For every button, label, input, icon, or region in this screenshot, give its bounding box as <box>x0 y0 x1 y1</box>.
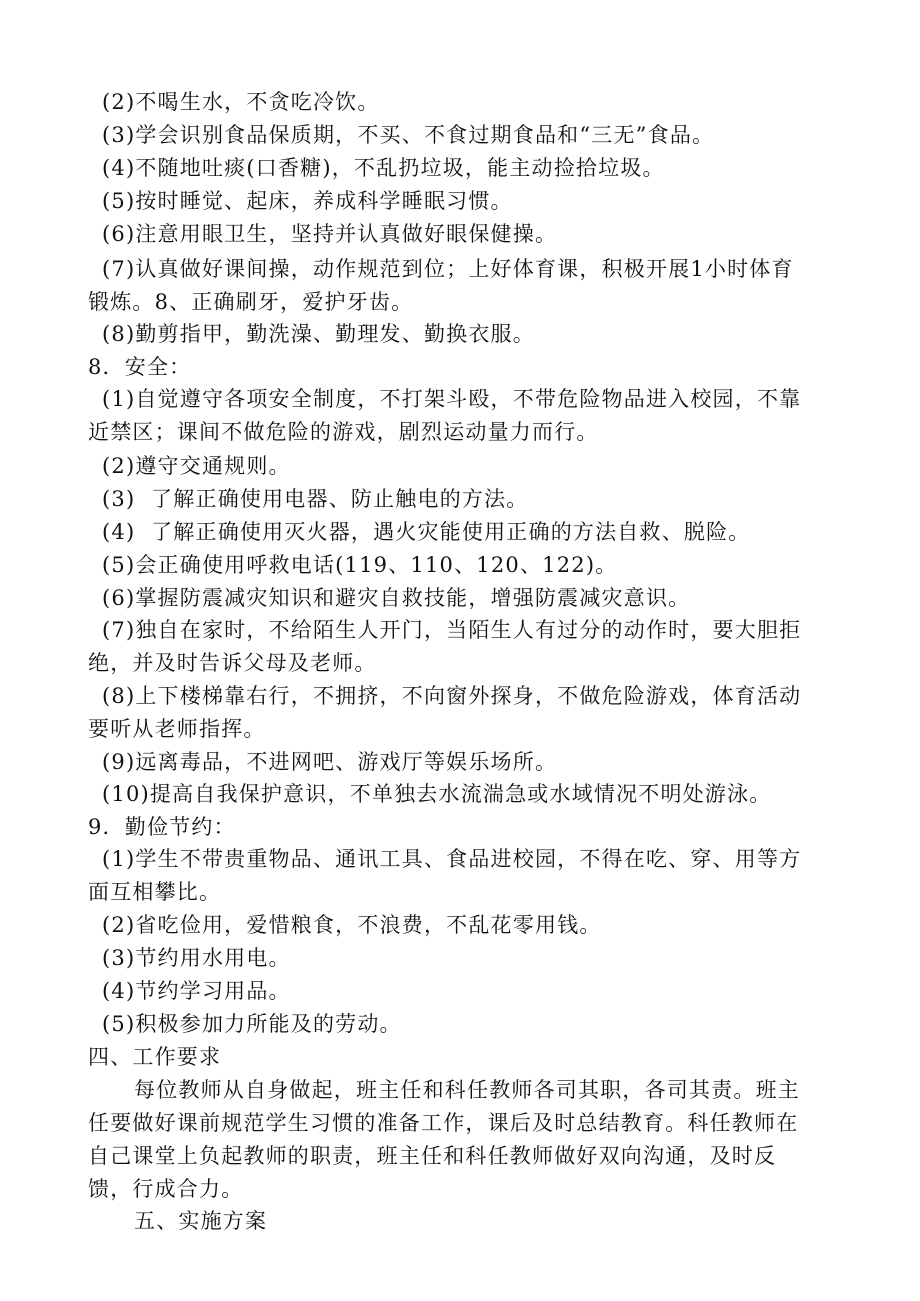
text-line: 绝，并及时告诉父母及老师。 <box>88 651 377 675</box>
text-line: (2)不喝生水，不贪吃冷饮。 <box>102 90 380 114</box>
text-line: (9)远离毒品，不进网吧、游戏厅等娱乐场所。 <box>102 750 558 774</box>
section-4-heading <box>88 1041 838 1074</box>
thrift-item-2 <box>102 909 837 942</box>
text-line: (7)独自在家时，不给陌生人开门，当陌生人有过分的动作时，要大胆拒 <box>102 618 802 642</box>
thrift-item-3 <box>102 942 837 975</box>
work-requirements-paragraph <box>88 1074 838 1206</box>
text-line: (7)认真做好课间操，动作规范到位；上好体育课，积极开展1小时体育 <box>102 257 794 281</box>
text-line: 馈，行成合力。 <box>88 1177 244 1201</box>
section-5-heading <box>88 1205 884 1238</box>
text-line: (5)积极参加力所能及的劳动。 <box>102 1012 402 1036</box>
text-line: (2)遵守交通规则。 <box>102 454 291 478</box>
text-line: (4) 了解正确使用灭火器，遇火灾能使用正确的方法自救、脱险。 <box>102 520 751 544</box>
section-9-heading <box>88 811 838 844</box>
text-line: 五、实施方案 <box>134 1209 268 1233</box>
text-line: (3)节约用水用电。 <box>102 946 291 970</box>
thrift-item-1 <box>88 843 838 909</box>
text-line: 面互相攀比。 <box>88 880 222 904</box>
safety-item-3 <box>102 483 837 516</box>
thrift-item-5 <box>102 1008 837 1041</box>
safety-item-6 <box>102 582 837 615</box>
text-line: 近禁区；课间不做危险的游戏，剧烈运动量力而行。 <box>88 420 599 444</box>
health-item-2 <box>102 86 837 119</box>
text-line: (1)学生不带贵重物品、通讯工具、食品进校园，不得在吃、穿、用等方 <box>102 847 802 871</box>
text-line: 9．勤俭节约： <box>88 815 236 839</box>
safety-item-4 <box>102 516 837 549</box>
text-line: (10)提高自我保护意识，不单独去水流湍急或水域情况不明处游泳。 <box>102 782 772 806</box>
text-line: (6)掌握防震减灾知识和避灾自救技能，增强防震减灾意识。 <box>102 586 691 610</box>
text-line: (5)按时睡觉、起床，养成科学睡眠习惯。 <box>102 189 513 213</box>
text-line: (2)省吃俭用，爱惜粮食，不浪费，不乱花零用钱。 <box>102 913 602 937</box>
text-line: (8)上下楼梯靠右行，不拥挤，不向窗外探身，不做危险游戏，体育活动 <box>102 684 802 708</box>
text-line: 自己课堂上负起教师的职责，班主任和科任教师做好双向沟通，及时反 <box>88 1144 777 1168</box>
text-line: (4)不随地吐痰(口香糖)，不乱扔垃圾，能主动捡拾垃圾。 <box>102 156 665 180</box>
text-line: (8)勤剪指甲，勤洗澡、勤理发、勤换衣服。 <box>102 322 535 346</box>
text-line: 任要做好课前规范学生习惯的准备工作，课后及时总结教育。科任教师在 <box>88 1111 799 1135</box>
safety-item-1 <box>88 383 838 449</box>
health-item-4 <box>102 152 837 185</box>
health-item-3 <box>102 119 837 152</box>
text-line: (3)学会识别食品保质期，不买、不食过期食品和“三无”食品。 <box>102 123 715 147</box>
health-item-6 <box>102 218 837 251</box>
safety-item-8 <box>88 680 838 746</box>
safety-item-5 <box>102 549 837 582</box>
text-line: 要听从老师指挥。 <box>88 717 266 741</box>
safety-item-2 <box>102 450 837 483</box>
text-line: 8．安全： <box>88 355 192 379</box>
safety-item-10 <box>102 778 837 811</box>
health-item-7 <box>88 253 838 319</box>
safety-item-7 <box>88 614 838 680</box>
thrift-item-4 <box>102 975 837 1008</box>
safety-item-9 <box>102 746 837 779</box>
text-line: 四、工作要求 <box>88 1045 222 1069</box>
text-line: 每位教师从自身做起，班主任和科任教师各司其职，各司其责。班主 <box>134 1078 800 1102</box>
health-item-5 <box>102 185 837 218</box>
text-line: (5)会正确使用呼救电话(119、110、120、122)。 <box>102 553 618 577</box>
text-line: (6)注意用眼卫生，坚持并认真做好眼保健操。 <box>102 222 558 246</box>
text-line: (1)自觉遵守各项安全制度，不打架斗殴，不带危险物品进入校园，不靠 <box>102 387 802 411</box>
text-line: 锻炼。8、正确刷牙，爱护牙齿。 <box>88 290 414 314</box>
text-line: (3) 了解正确使用电器、防止触电的方法。 <box>102 487 529 511</box>
section-8-heading <box>88 351 838 384</box>
health-item-8 <box>102 318 837 351</box>
text-line: (4)节约学习用品。 <box>102 979 291 1003</box>
